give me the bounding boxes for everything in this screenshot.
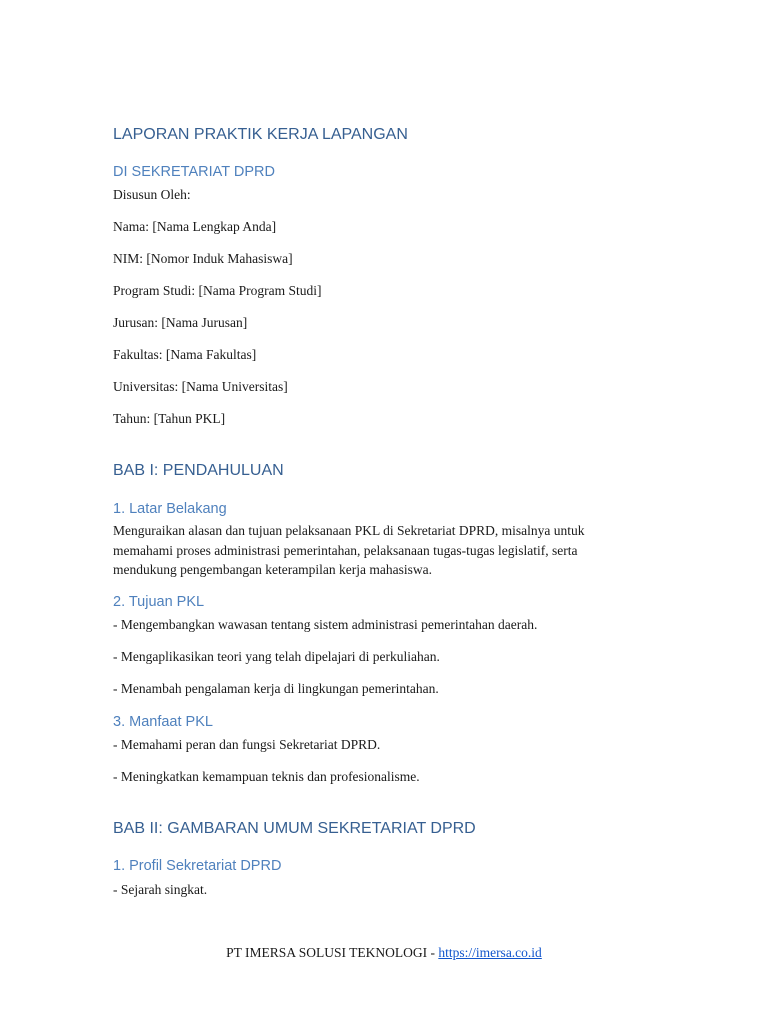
- bab2-heading: BAB II: GAMBARAN UMUM SEKRETARIAT DPRD: [113, 820, 476, 837]
- author-prodi: Program Studi: [Nama Program Studi]: [113, 283, 322, 298]
- author-nim: NIM: [Nomor Induk Mahasiswa]: [113, 251, 293, 266]
- author-fakultas: Fakultas: [Nama Fakultas]: [113, 347, 257, 362]
- author-jurusan: Jurusan: [Nama Jurusan]: [113, 315, 248, 330]
- list-item: - Mengaplikasikan teori yang telah dipelajari di perkuliahan.: [113, 649, 440, 664]
- author-tahun: Tahun: [Tahun PKL]: [113, 411, 226, 426]
- footer-company: PT IMERSA SOLUSI TEKNOLOGI -: [226, 945, 439, 960]
- manfaat-pkl-heading: 3. Manfaat PKL: [113, 714, 213, 730]
- document-title: LAPORAN PRAKTIK KERJA LAPANGAN: [113, 126, 408, 143]
- author-nama: Nama: [Nama Lengkap Anda]: [113, 219, 277, 234]
- list-item: - Meningkatkan kemampuan teknis dan profesionalisme.: [113, 769, 420, 784]
- author-intro: Disusun Oleh:: [113, 187, 191, 202]
- profil-heading: 1. Profil Sekretariat DPRD: [113, 858, 282, 874]
- list-item: - Sejarah singkat.: [113, 882, 208, 897]
- latar-belakang-text: Menguraikan alasan dan tujuan pelaksanaan PKL di Sekretariat DPRD, misalnya untuk memahami proses administrasi pemerintahan, pelaksanaan tugas-tugas legislatif, serta mendukung pengembangan keterampilan kerja mahasiswa.: [113, 523, 585, 577]
- document-subtitle: DI SEKRETARIAT DPRD: [113, 164, 275, 180]
- bab1-heading: BAB I: PENDAHULUAN: [113, 462, 284, 479]
- latar-belakang-heading: 1. Latar Belakang: [113, 501, 227, 517]
- list-item: - Menambah pengalaman kerja di lingkungan pemerintahan.: [113, 681, 439, 696]
- page-footer: [0, 945, 768, 961]
- author-universitas: Universitas: [Nama Universitas]: [113, 379, 288, 394]
- tujuan-pkl-heading: 2. Tujuan PKL: [113, 594, 205, 610]
- list-item: - Mengembangkan wawasan tentang sistem administrasi pemerintahan daerah.: [113, 617, 538, 632]
- footer-link[interactable]: https://imersa.co.id: [438, 945, 542, 960]
- list-item: - Memahami peran dan fungsi Sekretariat DPRD.: [113, 737, 381, 752]
